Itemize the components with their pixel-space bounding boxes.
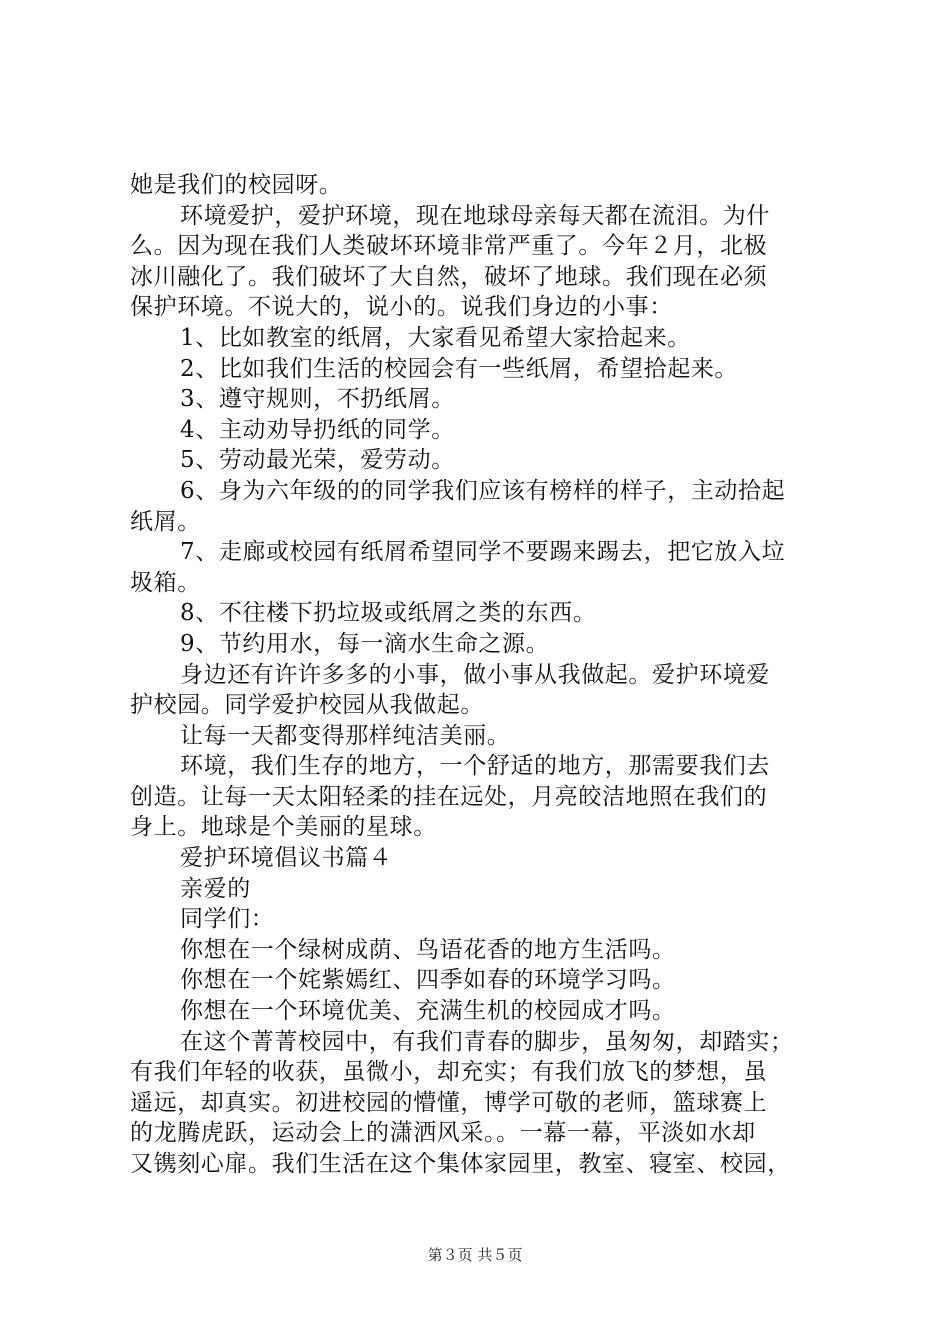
text-line: 1、比如教室的纸屑，大家看见希望大家拾起来。	[180, 324, 691, 351]
text-line: 环境爱护，爱护环境，现在地球母亲每天都在流泪。为什	[180, 202, 770, 229]
text-line: 环境，我们生存的地方，一个舒适的地方，那需要我们去	[180, 753, 770, 780]
text-line: 同学们：	[180, 906, 275, 933]
text-line: 2、比如我们生活的校园会有一些纸屑，希望拾起来。	[180, 355, 739, 382]
text-line: 3、遵守规则，不扔纸屑。	[180, 386, 455, 413]
text-line: 遥远，却真实。初进校园的懵懂，博学可敬的老师，篮球赛上	[130, 1089, 768, 1116]
text-line: 你想在一个环境优美、充满生机的校园成才吗。	[180, 998, 676, 1025]
text-line: 爱护环境倡议书篇４	[180, 845, 393, 872]
text-line: 身上。地球是个美丽的星球。	[130, 814, 437, 841]
text-line: 又镌刻心扉。我们生活在这个集体家园里，教室、寝室、校园，	[130, 1151, 791, 1177]
text-line: 身边还有许许多多的小事，做小事从我做起。爱护环境爱	[180, 661, 770, 688]
text-line: 纸屑。	[130, 508, 201, 535]
text-line: 保护环境。不说大的，说小的。说我们身边的小事：	[130, 294, 673, 321]
text-line: 护校园。同学爱护校园从我做起。	[130, 692, 484, 719]
text-line: 创造。让每一天太阳轻柔的挂在远处，月亮皎洁地照在我们的	[130, 783, 768, 810]
page-footer: 第３页 共５页	[427, 1246, 523, 1264]
document-body	[130, 170, 840, 1180]
text-line: 6、身为六年级的的同学我们应该有榜样的样子，主动拾起	[180, 477, 786, 504]
text-line: 5、劳动最光荣，爱劳动。	[180, 447, 455, 474]
text-line: 她是我们的校园呀。	[130, 172, 343, 198]
text-line: 7、走廊或校园有纸屑希望同学不要踢来踢去，把它放入垃	[180, 539, 786, 566]
text-line: 么。因为现在我们人类破坏环境非常严重了。今年２月，北极	[130, 233, 768, 260]
text-line: 圾箱。	[130, 569, 201, 596]
text-line: 8、不往楼下扔垃圾或纸屑之类的东西。	[180, 600, 597, 627]
text-line: 9、节约用水，每一滴水生命之源。	[180, 630, 550, 657]
text-line: 4、主动劝导扔纸的同学。	[180, 416, 455, 443]
text-line: 有我们年轻的收获，虽微小，却充实；有我们放飞的梦想，虽	[130, 1059, 768, 1086]
text-line: 亲爱的	[180, 875, 251, 902]
text-line: 你想在一个绿树成荫、鸟语花香的地方生活吗。	[180, 936, 676, 963]
text-line: 你想在一个姹紫嫣红、四季如春的环境学习吗。	[180, 967, 676, 994]
text-line: 冰川融化了。我们破坏了大自然，破坏了地球。我们现在必须	[130, 263, 768, 290]
text-line: 在这个菁菁校园中，有我们青春的脚步，虽匆匆，却踏实；	[180, 1028, 794, 1055]
text-line: 让每一天都变得那样纯洁美丽。	[180, 722, 511, 749]
text-line: 的龙腾虎跃，运动会上的潇洒风采。。一幕一幕，平淡如水却	[130, 1120, 756, 1147]
